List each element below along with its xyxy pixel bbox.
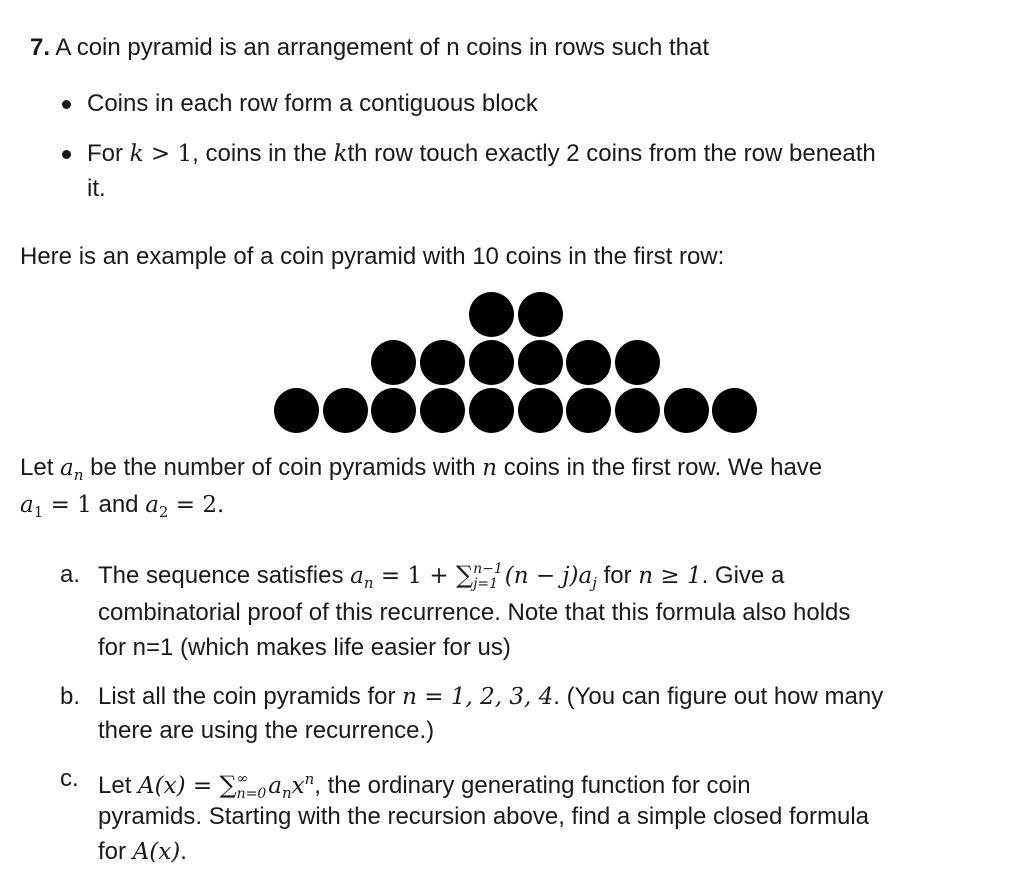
part-a-line2: combinatorial proof of this recurrence. Note that this formula also holds	[98, 599, 851, 626]
coin	[712, 388, 757, 433]
coin	[371, 388, 416, 433]
part-a-label: a.	[60, 561, 81, 588]
math-sub: n	[363, 574, 374, 592]
coin	[469, 292, 514, 337]
coin	[371, 340, 416, 385]
problem-intro: A coin pyramid is an arrangement of n coins in rows such that	[55, 34, 710, 61]
coin	[566, 340, 611, 385]
math-gt: > 1	[143, 141, 193, 167]
text: .	[216, 492, 225, 518]
math-n: n	[482, 455, 498, 481]
text: .	[180, 838, 187, 865]
text: coins in the first row. We have	[497, 454, 823, 481]
part-c-line3	[98, 837, 187, 867]
coin	[518, 340, 563, 385]
bullet-dot	[62, 150, 71, 159]
text: . Give a	[701, 562, 785, 589]
math-n-values: n = 1, 2, 3, 4	[402, 684, 554, 710]
text: . (You can figure out how many	[553, 683, 884, 710]
text: for	[596, 562, 639, 589]
part-c-line2: pyramids. Starting with the recursion above, find a simple closed formula	[98, 803, 870, 830]
math-cond: n ≥ 1	[638, 563, 702, 589]
sum-symbol: ∑	[455, 561, 474, 589]
math-sub: 2	[158, 503, 169, 521]
sum-lower: j=1	[473, 575, 499, 592]
coin	[615, 388, 660, 433]
math-term: (n − j)a	[504, 563, 593, 589]
text: List all the coin pyramids for	[98, 683, 403, 710]
math-Ax: A(x) =	[138, 773, 220, 799]
coin	[274, 388, 319, 433]
coin	[518, 388, 563, 433]
part-a-line1	[98, 560, 784, 598]
sum-upper: ∞	[236, 770, 249, 787]
coin	[664, 388, 709, 433]
math-x: x	[291, 773, 305, 799]
text: Let	[20, 454, 61, 481]
math-a: a	[145, 492, 159, 518]
coin	[420, 340, 465, 385]
math-sub: n	[281, 784, 292, 802]
bullet-text: For	[87, 140, 130, 167]
part-b-line1	[98, 682, 883, 712]
coin	[615, 340, 660, 385]
sum-limits	[473, 562, 503, 592]
part-b-line2: there are using the recurrence.)	[98, 717, 435, 744]
part-a-line3: for n=1 (which makes life easier for us)	[98, 634, 511, 661]
example-text: Here is an example of a coin pyramid with 10 coins in the first row:	[20, 243, 725, 270]
text: and	[91, 491, 146, 518]
bullet-item	[87, 89, 538, 119]
problem-heading	[30, 33, 709, 63]
bullet-item	[87, 139, 876, 169]
math-sub: j	[592, 574, 597, 592]
sum-lower: n=0	[236, 785, 267, 802]
math-a: a	[60, 455, 74, 481]
text: be the number of coin pyramids with	[83, 454, 483, 481]
definition-line	[20, 453, 822, 490]
text: Let	[98, 772, 139, 799]
math-a: a	[350, 563, 364, 589]
math-sub: 1	[33, 503, 44, 521]
math-sub: n	[73, 466, 84, 484]
math-sup: n	[304, 770, 315, 788]
bullet-continuation: it.	[87, 175, 106, 202]
coin	[518, 292, 563, 337]
coin	[469, 388, 514, 433]
part-b-label: b.	[60, 683, 81, 710]
math-eq: = 2	[168, 492, 217, 518]
bullet-text: th row touch exactly 2 coins from the row beneath	[347, 140, 876, 167]
sum-limits	[237, 772, 267, 802]
math-k: k	[333, 141, 348, 167]
bullet-text: Coins in each row form a contiguous block	[87, 90, 538, 117]
math-a: a	[268, 773, 282, 799]
math-eq: = 1 +	[373, 563, 456, 589]
bullet-text: , coins in the	[192, 140, 334, 167]
sum-upper: n−1	[473, 560, 503, 577]
text: , the ordinary generating function for coin	[314, 772, 751, 799]
math-a: a	[20, 492, 34, 518]
coin	[420, 388, 465, 433]
math-eq: = 1	[43, 492, 92, 518]
text: for	[98, 838, 133, 865]
problem-number: 7.	[30, 34, 51, 61]
math-Ax: A(x)	[132, 839, 181, 865]
sum-symbol: ∑	[219, 771, 237, 799]
initial-values-line	[20, 490, 224, 527]
coin	[566, 388, 611, 433]
text: The sequence satisfies	[98, 562, 351, 589]
coin	[469, 340, 514, 385]
bullet-dot	[62, 100, 71, 109]
coin	[323, 388, 368, 433]
part-c-label: c.	[60, 765, 79, 792]
math-k: k	[129, 141, 144, 167]
